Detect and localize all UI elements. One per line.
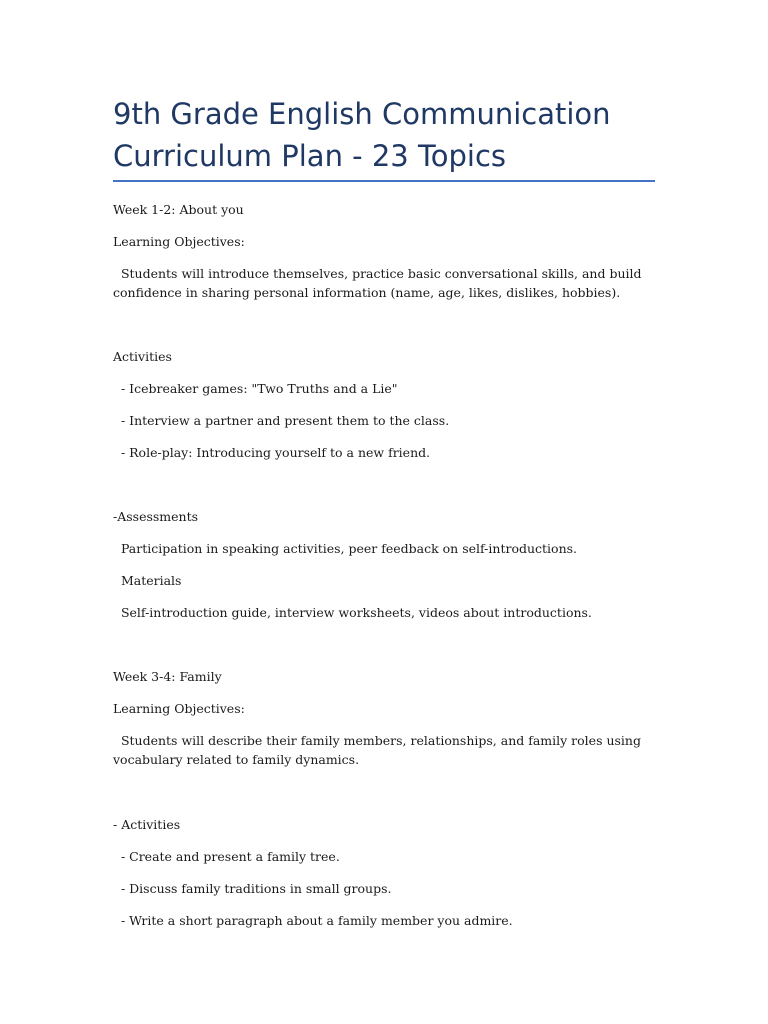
document-title [113,93,673,177]
materials-text: Self-introduction guide, interview worksheets, videos about introductions. [113,605,592,620]
activity-item: - Role-play: Introducing yourself to a new friend. [113,445,431,460]
week-1-2-heading: Week 1-2: About you [113,202,244,217]
activity-item: - Create and present a family tree. [113,849,340,864]
learning-objectives-label: Learning Objectives: [113,234,245,249]
activity-item: - Icebreaker games: "Two Truths and a Lie" [113,381,398,396]
document-page [113,0,656,1024]
materials-label: Materials [113,573,182,588]
title-line-2: Curriculum Plan - 23 Topics [113,139,507,173]
activity-item: - Interview a partner and present them to the class. [113,413,450,428]
objectives-text-line-2: vocabulary related to family dynamics. [113,752,360,767]
title-underline [113,180,655,182]
activities-label: Activities [113,349,172,364]
assessments-label: -Assessments [113,509,199,524]
assessments-text: Participation in speaking activities, peer feedback on self-introductions. [113,541,578,556]
activities-label: - Activities [113,817,181,832]
objectives-text-line-1: Students will describe their family members, relationships, and family roles using [113,733,641,748]
activity-item: - Write a short paragraph about a family member you admire. [113,913,513,928]
week-3-4-heading: Week 3-4: Family [113,669,222,684]
title-line-1: 9th Grade English Communication [113,97,611,131]
objectives-text-line-2: confidence in sharing personal information (name, age, likes, dislikes, hobbies). [113,285,621,300]
learning-objectives-label: Learning Objectives: [113,701,245,716]
activity-item: - Discuss family traditions in small groups. [113,881,392,896]
objectives-text-line-1: Students will introduce themselves, practice basic conversational skills, and build [113,266,642,281]
